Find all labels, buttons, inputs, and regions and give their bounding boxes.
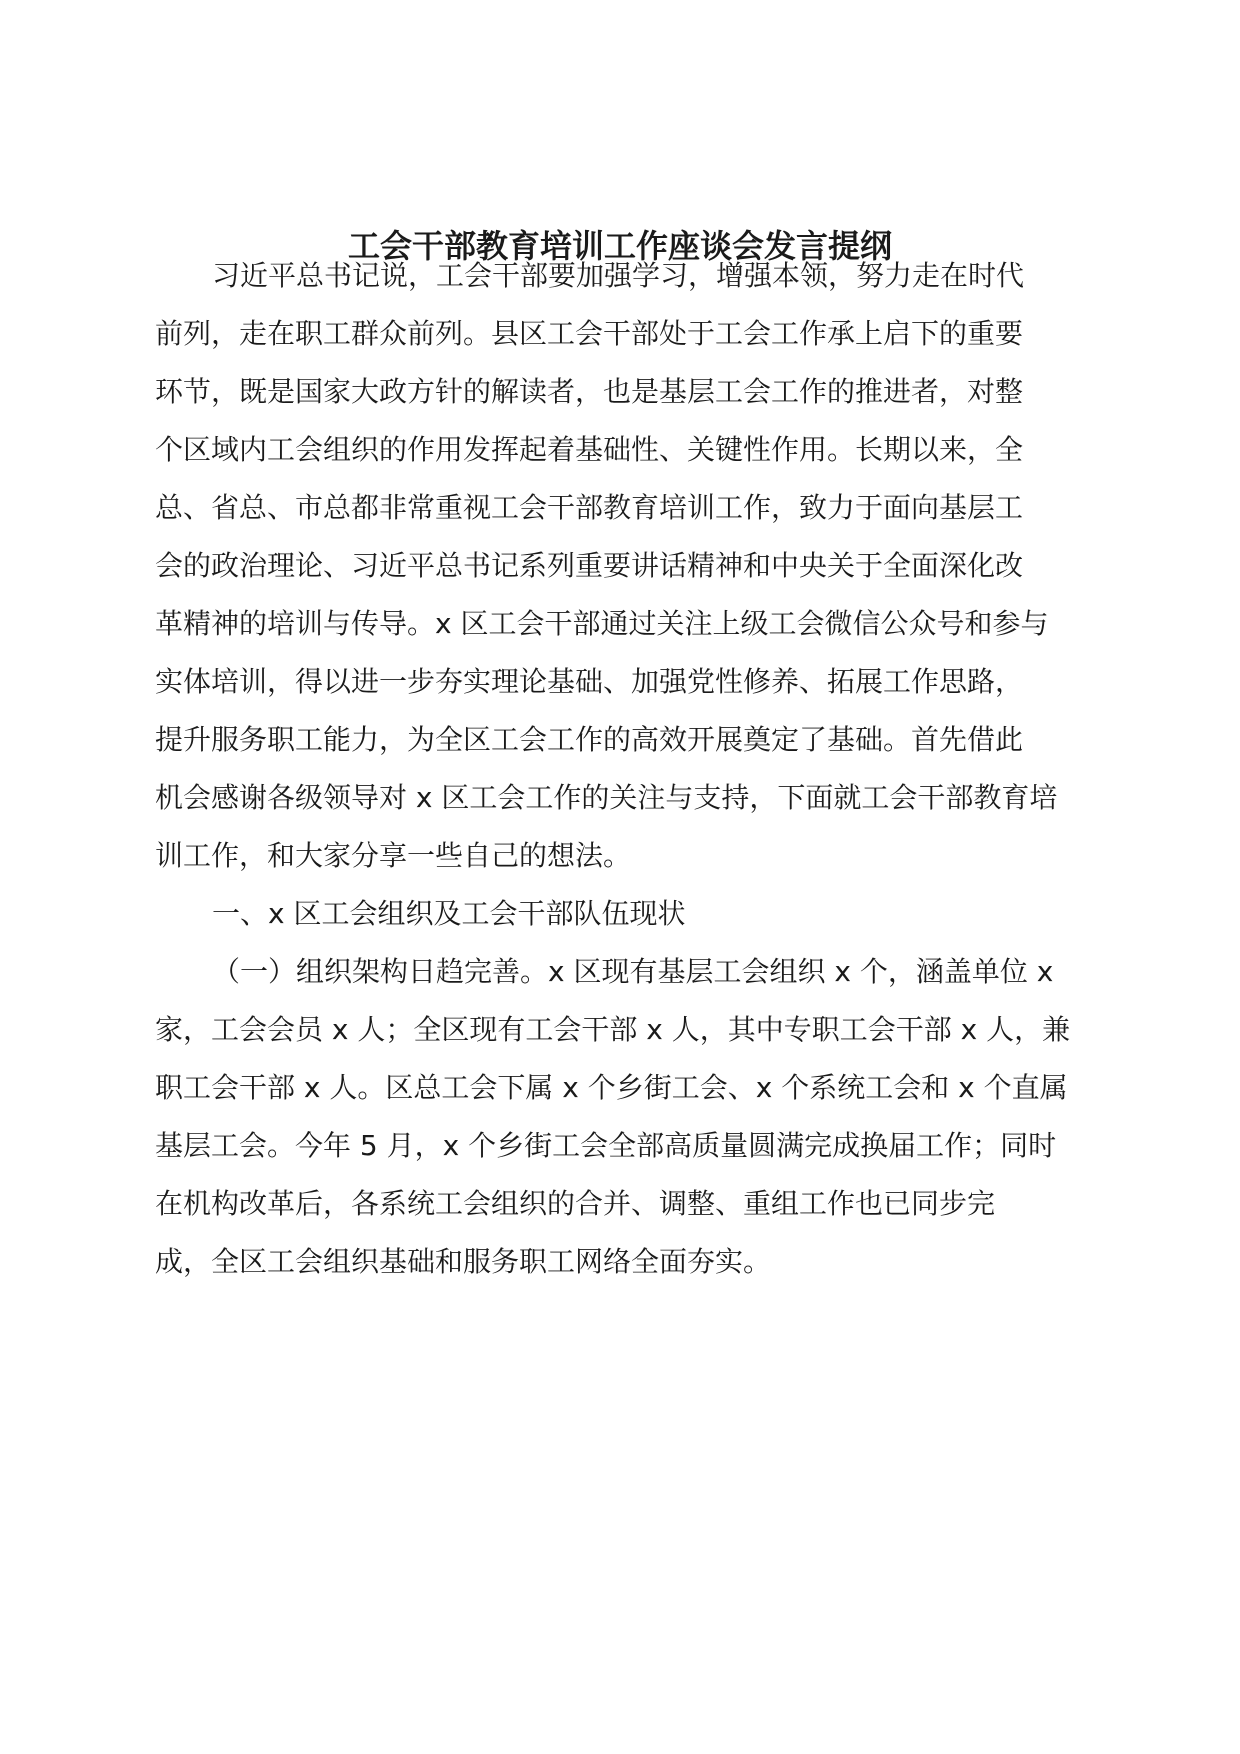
paragraph-line: 革精神的培训与传导。x 区工会干部通过关注上级工会微信公众号和参与 [155, 607, 1049, 640]
paragraph-line: 在机构改革后，各系统工会组织的合并、调整、重组工作也已同步完 [155, 1187, 996, 1220]
section-heading: 一、x 区工会组织及工会干部队伍现状 [212, 897, 686, 930]
paragraph-line: 家，工会会员 x 人；全区现有工会干部 x 人，其中专职工会干部 x 人，兼 [155, 1013, 1071, 1046]
paragraph-line: 环节，既是国家大政方针的解读者，也是基层工会工作的推进者，对整 [155, 375, 1024, 408]
paragraph-line: 个区域内工会组织的作用发挥起着基础性、关键性作用。长期以来，全 [155, 433, 1024, 466]
paragraph-line: 训工作，和大家分享一些自己的想法。 [155, 839, 632, 872]
paragraph-line: 习近平总书记说，工会干部要加强学习，增强本领，努力走在时代 [212, 259, 1025, 292]
document-title: 工会干部教育培训工作座谈会发言提纲 [347, 227, 892, 265]
paragraph-line: 实体培训，得以进一步夯实理论基础、加强党性修养、拓展工作思路， [155, 665, 1024, 698]
paragraph-line: 总、省总、市总都非常重视工会干部教育培训工作，致力于面向基层工 [155, 491, 1024, 524]
paragraph-line: 提升服务职工能力，为全区工会工作的高效开展奠定了基础。首先借此 [155, 723, 1024, 756]
paragraph-line: 基层工会。今年 5 月，x 个乡街工会全部高质量圆满完成换届工作；同时 [155, 1129, 1057, 1162]
paragraph-line: （一）组织架构日趋完善。x 区现有基层工会组织 x 个，涵盖单位 x [212, 955, 1054, 988]
paragraph-line: 前列，走在职工群众前列。县区工会干部处于工会工作承上启下的重要 [155, 317, 1024, 350]
paragraph-line: 机会感谢各级领导对 x 区工会工作的关注与支持，下面就工会干部教育培 [155, 781, 1058, 814]
paragraph-line: 成，全区工会组织基础和服务职工网络全面夯实。 [155, 1245, 772, 1278]
paragraph-line: 职工会干部 x 人。区总工会下属 x 个乡街工会、x 个系统工会和 x 个直属 [155, 1071, 1068, 1104]
paragraph-line: 会的政治理论、习近平总书记系列重要讲话精神和中央关于全面深化改 [155, 549, 1024, 582]
